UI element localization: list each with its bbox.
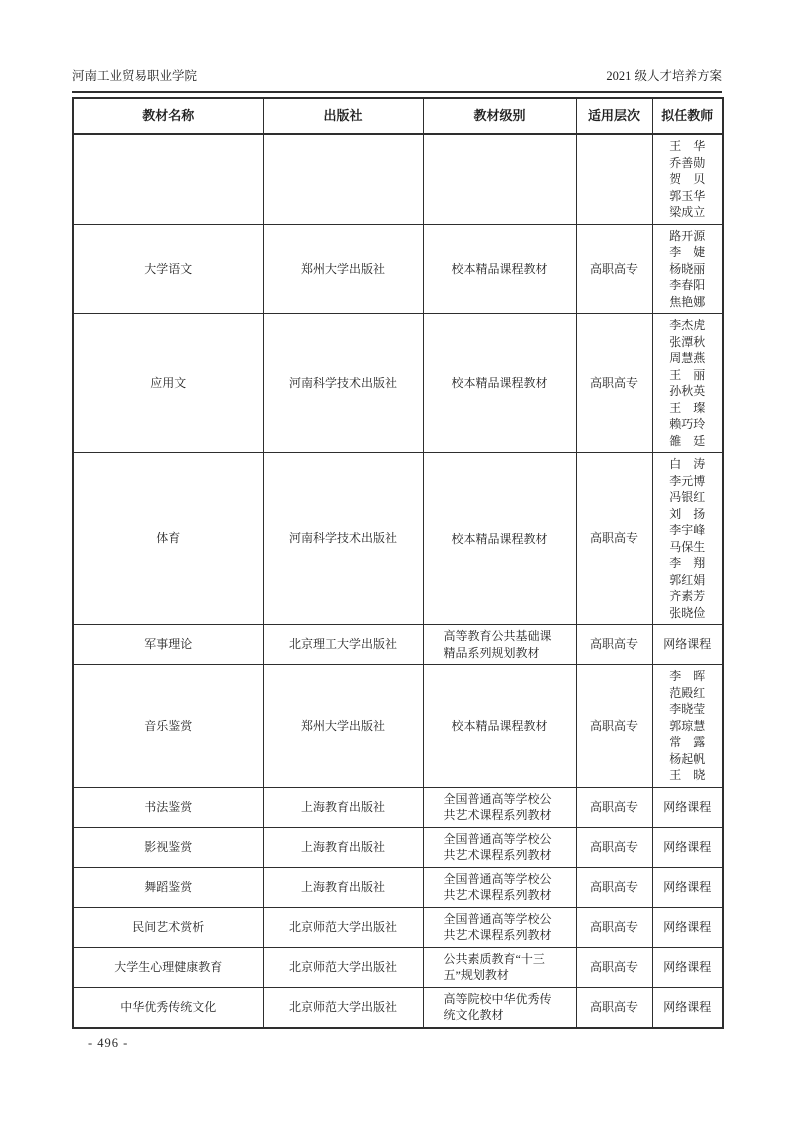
cell-textbook-name: 大学语文 <box>73 224 263 314</box>
table-row <box>73 787 723 827</box>
page-number: - 496 - <box>88 1036 129 1050</box>
teacher-name: 网络课程 <box>663 839 712 854</box>
cell-textbook-name: 体育 <box>73 453 263 625</box>
cell-publisher: 河南科学技术出版社 <box>263 314 423 453</box>
cell-textbook-name: 大学生心理健康教育 <box>73 947 263 987</box>
cell-teachers <box>652 867 723 907</box>
cell-level <box>423 134 576 224</box>
cell-tier: 高职高专 <box>576 867 652 907</box>
teacher-name: 雒 廷 <box>669 433 706 448</box>
teacher-name: 网络课程 <box>663 959 712 974</box>
teacher-name: 张晓俭 <box>669 605 706 620</box>
teacher-name: 郭玉华 <box>669 188 706 203</box>
table-head <box>73 98 723 134</box>
teacher-name: 李 翔 <box>669 556 706 570</box>
level-text: 全国普通高等学校公共艺术课程系列教材 <box>443 911 552 942</box>
teacher-name: 齐素芳 <box>669 589 706 603</box>
cell-tier: 高职高专 <box>576 987 652 1028</box>
cell-teachers <box>652 907 723 947</box>
cell-textbook-name: 音乐鉴赏 <box>73 665 263 788</box>
cell-level <box>423 987 576 1028</box>
teacher-name: 路开源 <box>669 228 706 243</box>
level-text: 校本精品课程教材 <box>451 719 548 733</box>
level-text: 全国普通高等学校公共艺术课程系列教材 <box>443 791 552 822</box>
cell-textbook-name: 民间艺术赏析 <box>73 907 263 947</box>
teacher-name: 李宇峰 <box>669 523 706 537</box>
teacher-name: 刘 扬 <box>669 506 706 521</box>
cell-level <box>423 314 576 453</box>
table-row <box>73 827 723 867</box>
table-row <box>73 907 723 947</box>
page-header <box>72 66 722 93</box>
teacher-name: 张潭秋 <box>669 334 706 349</box>
cell-tier: 高职高专 <box>576 947 652 987</box>
teacher-name: 贺 贝 <box>669 172 706 186</box>
col-header-teachers: 拟任教师 <box>652 98 723 134</box>
table-row <box>73 314 723 453</box>
cell-teachers <box>652 947 723 987</box>
cell-tier: 高职高专 <box>576 625 652 665</box>
cell-tier: 高职高专 <box>576 787 652 827</box>
cell-teachers <box>652 625 723 665</box>
cell-tier: 高职高专 <box>576 665 652 788</box>
cell-teachers <box>652 134 723 224</box>
cell-level <box>423 787 576 827</box>
cell-tier: 高职高专 <box>576 827 652 867</box>
teacher-name: 马保生 <box>669 539 706 554</box>
teacher-name: 郭红娟 <box>669 572 706 587</box>
teacher-name: 李杰虎 <box>669 318 706 332</box>
cell-tier: 高职高专 <box>576 907 652 947</box>
level-text: 校本精品课程教材 <box>451 531 548 546</box>
cell-teachers <box>652 987 723 1028</box>
cell-publisher: 北京师范大学出版社 <box>263 907 423 947</box>
col-header-tier: 适用层次 <box>576 98 652 134</box>
cell-publisher: 河南科学技术出版社 <box>263 453 423 625</box>
table-body <box>73 134 723 1028</box>
cell-publisher: 郑州大学出版社 <box>263 665 423 788</box>
cell-tier: 高职高专 <box>576 314 652 453</box>
teacher-name: 网络课程 <box>663 879 712 894</box>
teacher-name: 冯银红 <box>669 490 706 504</box>
level-text: 全国普通高等学校公共艺术课程系列教材 <box>443 831 552 862</box>
cell-level <box>423 625 576 665</box>
teacher-name: 网络课程 <box>663 999 712 1014</box>
cell-publisher: 上海教育出版社 <box>263 827 423 867</box>
teacher-name: 李晓莹 <box>669 702 706 716</box>
table-row <box>73 134 723 224</box>
teacher-name: 乔善勋 <box>669 155 706 170</box>
table-row <box>73 867 723 907</box>
level-text: 全国普通高等学校公共艺术课程系列教材 <box>443 871 552 902</box>
cell-publisher: 上海教育出版社 <box>263 867 423 907</box>
teacher-name: 梁成立 <box>669 205 706 219</box>
level-text: 公共素质教育“十三五”规划教材 <box>443 951 545 982</box>
table-row <box>73 947 723 987</box>
cell-textbook-name: 影视鉴赏 <box>73 827 263 867</box>
cell-teachers <box>652 224 723 314</box>
cell-level <box>423 867 576 907</box>
cell-level <box>423 665 576 788</box>
cell-publisher: 北京师范大学出版社 <box>263 947 423 987</box>
cell-level <box>423 453 576 625</box>
cell-teachers <box>652 665 723 788</box>
textbook-table <box>72 97 724 1029</box>
table-row <box>73 224 723 314</box>
teacher-name: 王 华 <box>669 139 706 153</box>
cell-publisher: 北京理工大学出版社 <box>263 625 423 665</box>
col-header-publisher: 出版社 <box>263 98 423 134</box>
table-row <box>73 987 723 1028</box>
cell-teachers <box>652 314 723 453</box>
level-text: 校本精品课程教材 <box>451 262 548 276</box>
cell-textbook-name: 应用文 <box>73 314 263 453</box>
plan-title: 2021 级人才培养方案 <box>606 69 722 83</box>
teacher-name: 白 涛 <box>669 457 706 471</box>
teacher-name: 赖巧玲 <box>669 417 706 431</box>
header-row <box>73 98 723 134</box>
teacher-name: 李 婕 <box>669 245 706 259</box>
cell-publisher: 郑州大学出版社 <box>263 224 423 314</box>
cell-level <box>423 224 576 314</box>
col-header-level: 教材级别 <box>423 98 576 134</box>
cell-publisher <box>263 134 423 224</box>
col-header-textbook-name: 教材名称 <box>73 98 263 134</box>
cell-textbook-name <box>73 134 263 224</box>
cell-teachers <box>652 787 723 827</box>
teacher-name: 范殿红 <box>669 685 706 700</box>
cell-textbook-name: 舞蹈鉴赏 <box>73 867 263 907</box>
teacher-name: 焦艳娜 <box>669 294 706 309</box>
teacher-name: 郭琼慧 <box>669 718 706 733</box>
teacher-name: 孙秋英 <box>669 384 706 398</box>
teacher-name: 周慧燕 <box>669 351 706 365</box>
teacher-name: 李 晖 <box>669 669 706 683</box>
teacher-name: 网络课程 <box>663 799 712 814</box>
level-text: 高等院校中华优秀传统文化教材 <box>443 991 552 1022</box>
teacher-name: 王 晓 <box>669 768 706 782</box>
cell-tier <box>576 134 652 224</box>
table-row <box>73 665 723 788</box>
cell-level <box>423 947 576 987</box>
teacher-name: 杨起帆 <box>669 751 706 766</box>
teacher-name: 王 璨 <box>669 400 706 415</box>
cell-publisher: 上海教育出版社 <box>263 787 423 827</box>
cell-tier: 高职高专 <box>576 224 652 314</box>
cell-level <box>423 907 576 947</box>
cell-textbook-name: 书法鉴赏 <box>73 787 263 827</box>
teacher-name: 李元博 <box>669 473 706 488</box>
cell-publisher: 北京师范大学出版社 <box>263 987 423 1028</box>
teacher-name: 李春阳 <box>669 278 706 292</box>
level-text: 校本精品课程教材 <box>451 376 548 391</box>
teacher-name: 常 露 <box>669 735 706 749</box>
cell-textbook-name: 军事理论 <box>73 625 263 665</box>
cell-teachers <box>652 827 723 867</box>
cell-level <box>423 827 576 867</box>
teacher-name: 王 丽 <box>669 367 706 382</box>
level-text: 高等教育公共基础课精品系列规划教材 <box>443 629 552 660</box>
cell-tier: 高职高专 <box>576 453 652 625</box>
school-name: 河南工业贸易职业学院 <box>72 69 198 83</box>
cell-teachers <box>652 453 723 625</box>
cell-textbook-name: 中华优秀传统文化 <box>73 987 263 1028</box>
teacher-name: 杨晓丽 <box>669 261 706 276</box>
teacher-name: 网络课程 <box>663 919 712 934</box>
table-row <box>73 625 723 665</box>
table-row <box>73 453 723 625</box>
teacher-name: 网络课程 <box>663 637 712 652</box>
